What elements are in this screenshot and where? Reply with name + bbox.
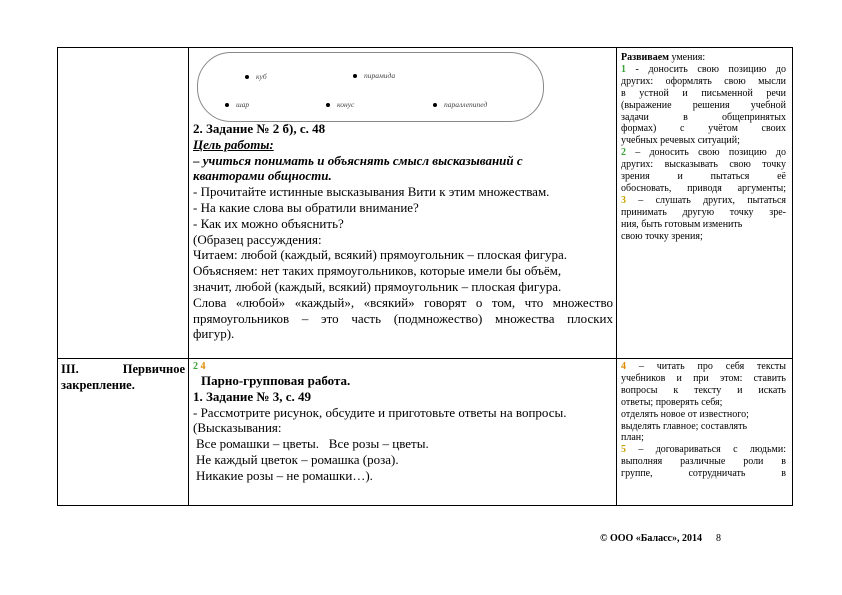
skills-bottom-line [621,397,786,409]
skills-line [621,219,786,231]
skills-bottom-line-text: – договариваться с людьми: [626,444,786,456]
stage-name-part-2: закрепление. [61,377,135,392]
task-title-2: 1. Задание № 3, с. 49 [193,388,312,404]
row-divider [58,358,792,359]
skills-bottom-skill-number: 4 [621,361,626,372]
skills-bottom-line-text: ответы; проверять себя; [621,396,723,408]
skills-line-text: задачи в общепринятых [621,111,786,123]
skills-line-text: обосновать, приводя аргументы; [621,182,786,194]
skills-line-text: - доносить свою позицию до [626,63,786,75]
skills-heading: Развиваем умения: [621,52,706,63]
skills-line [621,159,786,171]
statement-3: Никакие розы – не ромашки…). [196,467,373,483]
reasoning-line-4: Слова «любой» «каждый», «всякий» говорят о том, что множество [193,294,613,310]
skills-line-text: – слушать других, пытаться [626,194,786,206]
skills-bottom-line-text: план; [621,432,644,444]
statement-2: Не каждый цветок – ромашка (роза). [196,451,399,467]
stage-cell [61,362,185,502]
skills-line [621,183,786,195]
question-1: - Прочитайте истинные высказывания Вити к этим множествам. [193,184,550,200]
goal-text-line-2: кванторами общности. [193,168,332,184]
column-divider-2 [616,48,617,505]
skills-line [621,88,786,100]
shape-label-sphere: шар [225,97,249,113]
statement-1: Все ромашки – цветы. Все розы – цветы. [196,436,429,452]
skills-bottom-line [621,432,786,444]
task-question: - Рассмотрите рисунок, обсудите и приготовьте ответы на вопросы. [193,404,567,420]
skills-bottom-line-text: учебников и при этом: ставить [621,372,786,384]
skills-line [621,112,786,124]
page-footer [600,533,721,544]
skills-line-text: (выражение решения учебной [621,99,786,111]
shape-label-parallelepiped: параллепипед [433,97,487,113]
skills-bottom-line-text: выполняя различные роли в [621,456,786,468]
skills-line-text: – доносить свою позицию до [626,147,786,159]
skills-bottom-line [621,373,786,385]
sample-reasoning-label: (Образец рассуждения: [193,231,322,247]
skills-line-text: зрения и пытаться её [621,171,786,183]
reasoning-line-6: фигур). [193,326,235,342]
skills-line-text: свою точку зрения; [621,230,703,242]
skills-line [621,231,786,243]
skills-line-text: других: оформлять свою мысли [621,75,786,87]
goal-text-line-1: – учиться понимать и объяснять смысл высказываний с [193,152,523,168]
statements-label: (Высказывания: [193,420,282,436]
skills-bottom-line-text: выделять главное; составлять [621,420,748,432]
skills-line [621,100,786,112]
page-number: 8 [716,533,721,544]
middle-top-cell [193,48,613,358]
skills-skill-number: 1 [621,63,626,75]
skills-line-text: других: высказывать свою точку [621,159,786,171]
skills-line [621,171,786,183]
skills-line-text: в устной и письменной речи [621,87,786,99]
skills-line-text: ния, быть готовым изменить [621,218,743,230]
reasoning-line-1: Читаем: любой (каждый, всякий) прямоугольник – плоская фигура. [193,247,568,263]
skills-bottom-line [621,409,786,421]
skills-bottom-line [621,361,786,373]
goal-label: Цель работы: [193,136,274,152]
column-divider-1 [188,48,189,505]
skills-bottom-line-text: вопросы к тексту и искать [621,384,786,396]
lesson-table [57,47,793,506]
skills-bottom-line [621,421,786,433]
reasoning-line-5: прямоугольников – это часть (подмножество) множества плоских [193,310,613,326]
skills-line [621,64,786,76]
shape-label-cone: конус [326,97,354,113]
skills-bottom-line-text: – читать про себя тексты [626,361,786,372]
work-type: Парно-групповая работа. [201,373,351,388]
shape-label-pyramid: пирамида [353,68,395,84]
right-bottom-cell [621,361,786,503]
skills-bottom-line [621,444,786,456]
skills-line [621,123,786,135]
skills-line [621,147,786,159]
middle-bottom-cell [193,361,613,503]
copyright: © ООО «Баласс», 2014 [600,533,702,544]
stage-number: III. [61,362,79,376]
task-title: 2. Задание № 2 б), с. 48 [193,121,326,136]
shape-label-cube: куб [245,69,267,85]
skills-bottom-line [621,456,786,468]
skills-bottom-line-text: группе, сотрудничать в [621,468,786,480]
right-top-cell [621,52,786,356]
question-3: - Как их можно объяснить? [193,215,344,231]
skills-bottom-line-text: отделять новое от известного; [621,408,749,420]
skills-line [621,207,786,219]
reasoning-line-3: значит, любой (каждый, всякий) прямоугольник – плоская фигура. [193,278,562,294]
skills-line [621,76,786,88]
skills-skill-number: 2 [621,147,626,159]
skills-line-text: формах) с учётом своих [621,123,786,135]
skills-bottom-skill-number: 5 [621,444,626,456]
skill-numbers: 2 4 [193,361,206,372]
skills-line-text: принимать другую точку зре- [621,206,786,218]
skills-line [621,135,786,147]
stage-name-part-1: Первичное [122,362,185,376]
skills-bottom-line [621,385,786,397]
skills-line [621,195,786,207]
skills-skill-number: 3 [621,194,626,206]
question-2: - На какие слова вы обратили внимание? [193,199,419,215]
skills-bottom-line [621,468,786,480]
skills-line-text: учебных речевых ситуаций; [621,135,740,147]
reasoning-line-2: Объясняем: нет таких прямоугольников, которые имели бы объём, [193,263,562,279]
